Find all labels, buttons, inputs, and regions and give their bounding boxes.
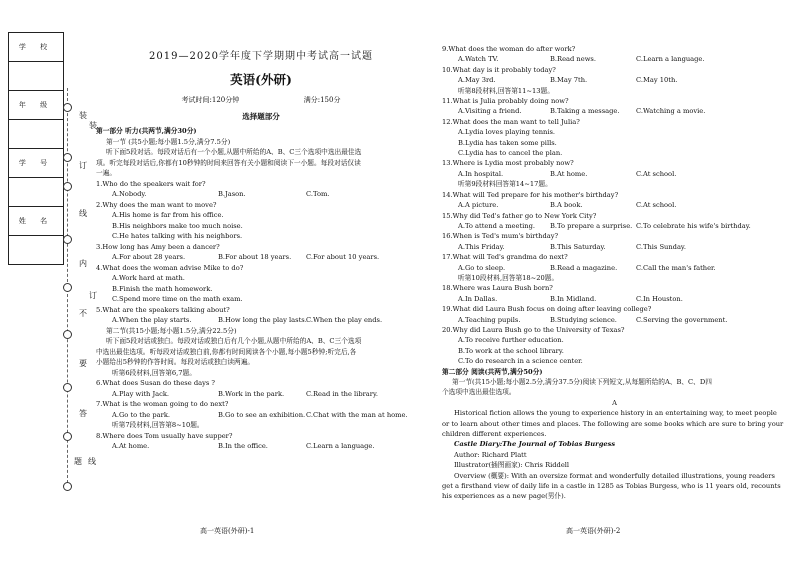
option: B.Read a magazine.	[550, 263, 618, 272]
options-row	[442, 263, 787, 273]
blank-cell	[9, 236, 64, 265]
option: A.In hospital.	[458, 169, 504, 178]
option: C.This Sunday.	[636, 242, 686, 251]
question: 16.When is Ted's mum's birthday?	[442, 232, 559, 241]
binding-hole	[63, 153, 72, 162]
question: 6.What does Susan do these days ?	[96, 379, 216, 387]
question: 20.Why did Laura Bush go to the University of Texas?	[442, 325, 625, 334]
option: A.When the play starts.	[112, 316, 192, 324]
option: A.A picture.	[458, 201, 499, 210]
part2-instruction: 第一节(共15小题;每小题2.5分,满分37.5分)阅读下列短文,从每题所给的A、B、C、D四	[452, 378, 712, 386]
option: A.Watch TV.	[458, 55, 499, 64]
option: B.For about 18 years.	[218, 253, 292, 261]
binding-hole	[63, 235, 72, 244]
student-info-table	[8, 32, 64, 265]
option: B.In Midland.	[550, 294, 597, 303]
question: 11.What is Julia probably doing now?	[442, 97, 569, 106]
options-row	[442, 294, 787, 304]
option: A.Lydia loves playing tennis.	[458, 128, 556, 137]
exam-meta	[96, 95, 426, 106]
options-row	[442, 221, 787, 231]
option: C.At school.	[636, 169, 677, 178]
option: B.Finish the math homework.	[112, 284, 213, 293]
options-row	[442, 315, 787, 325]
binding-mark: 不	[79, 309, 87, 318]
question: 8.Where does Tom usually have supper?	[96, 431, 233, 440]
option: C.To do research in a science center.	[458, 357, 583, 366]
part2-heading: 第二部分 阅读(共两节,满分50分)	[442, 367, 543, 376]
page-footer-left: 高一英语(外研)-1	[200, 527, 255, 535]
binding-mark: 内	[79, 259, 87, 268]
option: A.His home is far from his office.	[112, 211, 224, 219]
left-column	[96, 52, 426, 452]
question: 3.How long has Amy been a dancer?	[96, 242, 220, 251]
option: B.In the office.	[218, 442, 268, 450]
sec2-instruction: 小题给出5秒钟的作答时间。每段对话或独白读两遍。	[96, 358, 255, 366]
binding-hole	[63, 432, 72, 441]
listening-note: 听第10段材料,回答第18~20题。	[458, 273, 559, 282]
options-row	[96, 315, 426, 326]
exam-time: 考试时间:120分钟	[181, 96, 240, 104]
question: 12.What does the man want to tell Julia?	[442, 117, 580, 126]
sec2-instruction: 中选出最佳选项。听每段对话或独白前,你都有时间阅读各个小题,每小题5秒钟;听完后,各	[96, 347, 357, 356]
question: 10.What day is it probably today?	[442, 65, 556, 74]
binding-mark: 线	[79, 209, 87, 218]
sec1-instruction: 一遍。	[96, 169, 117, 177]
option: B.This Saturday.	[550, 242, 606, 251]
part2-instruction: 个选项中选出最佳选项。	[442, 388, 516, 397]
part1-heading: 第一部分 听力(共两节,满分30分)	[96, 127, 197, 135]
option: C.Call the man's father.	[636, 263, 716, 272]
binding-hole	[63, 330, 72, 339]
blank-cell	[9, 62, 64, 91]
options-row	[96, 189, 426, 200]
option: B.Go to see an exhibition.	[218, 410, 306, 419]
binding-hole	[63, 283, 72, 292]
question: 18.Where was Laura Bush born?	[442, 284, 553, 293]
option: B.Taking a message.	[550, 107, 620, 116]
option: C.Lydia has to cancel the plan.	[458, 149, 563, 158]
option: A.Play with Jack.	[112, 389, 170, 398]
binding-mark: 题	[74, 457, 82, 466]
option: C.When the play ends.	[306, 316, 383, 324]
listening-note: 听第8段材料,回答第11~13题。	[458, 86, 554, 95]
school-label: 学 校	[9, 33, 64, 62]
sec2-title: 第二节(共15小题;每小题1.5分,满分22.5分)	[106, 326, 237, 335]
option: A.May 3rd.	[458, 76, 496, 85]
option: B.Read news.	[550, 55, 596, 64]
option: A.This Friday.	[458, 242, 505, 251]
binding-mark: 线	[88, 457, 96, 466]
binding-hole	[63, 482, 72, 491]
listening-note: 听第9段材料回答第14~17题。	[458, 180, 552, 189]
option: C.May 10th.	[636, 76, 678, 85]
binding-mark: 订	[89, 291, 97, 300]
binding-hole	[63, 383, 72, 392]
option: A.Visiting a friend.	[458, 107, 522, 116]
sec1-instruction: 项。听完每段对话后,你都有10秒钟的时间来回答有关小题和阅读下一小题。每段对话仅读	[96, 158, 361, 167]
option: B.How long the play lasts.	[218, 316, 307, 324]
sec1-instruction: 听下面5段对话。每段对话后有一个小题,从题中所给的A、B、C三个选项中选出最佳选	[106, 148, 362, 156]
exam-subject: 英语(外研)	[230, 71, 292, 87]
section-heading: 选择题部分	[242, 111, 280, 121]
options-row	[442, 54, 787, 64]
id-label: 学 号	[9, 149, 64, 178]
name-label: 姓 名	[9, 207, 64, 236]
option: C.Spend more time on the math exam.	[112, 295, 243, 303]
question: 9.What does the woman do after work?	[442, 45, 576, 53]
listening-note: 听第7段材料,回答第8~10题。	[112, 421, 204, 429]
option: A.For about 28 years.	[112, 253, 186, 261]
binding-mark: 答	[79, 409, 87, 418]
book-title: Castle Diary:The Journal of Tobias Burgess	[454, 440, 616, 449]
options-row	[96, 252, 426, 263]
question: 13.Where is Lydia most probably now?	[442, 159, 574, 168]
options-row	[442, 169, 787, 179]
question: 17.What will Ted's grandma do next?	[442, 253, 568, 262]
option: A.In Dallas.	[458, 294, 498, 303]
binding-mark: 装	[79, 111, 87, 120]
option: C.Chat with the man at home.	[306, 410, 408, 419]
binding-hole	[63, 103, 72, 112]
book-overview: Overview (概要): With an oversize format and wonderfully detailed illustrations, young readers get a firsthand view of daily life in a castle in 1285 as Tobias Burgess, who is 11 years old, recounts his experiences as a new page(男仆).	[442, 471, 781, 501]
option: B.To prepare a surprise.	[550, 221, 633, 230]
question: 2.Why does the man want to move?	[96, 200, 217, 209]
book-author: Author: Richard Platt	[454, 450, 527, 459]
question: 7.What is the woman going to do next?	[96, 400, 229, 408]
option: C.At school.	[636, 201, 677, 210]
option: C.To celebrate his wife's birthday.	[636, 221, 751, 230]
sec2-instruction: 听下面5段对话或独白。每段对话或独白后有几个小题,从题中所给的A、B、C三个选项	[106, 337, 362, 345]
options-row	[96, 441, 426, 452]
options-row	[442, 75, 787, 85]
listening-note: 听第6段材料,回答第6,7题。	[112, 368, 196, 377]
option: C.Tom.	[306, 190, 330, 198]
option: C.He hates talking with his neighbors.	[112, 232, 243, 240]
option: B.Jason.	[218, 190, 246, 198]
option: A.To attend a meeting.	[458, 221, 535, 230]
binding-mark: 装	[89, 121, 97, 130]
binding-hole	[63, 182, 72, 191]
option: A.Go to sleep.	[458, 263, 506, 272]
option: C.Watching a movie.	[636, 107, 706, 116]
option: C.In Houston.	[636, 294, 683, 303]
option: C.Learn a language.	[636, 55, 705, 64]
passage-paragraph: Historical fiction allows the young to experience history in an entertaining way, to meet people or to learn about other times and places. The following are some books which are sure to bring your children different experiences.	[442, 409, 784, 439]
right-column	[442, 44, 787, 502]
option: A.Go to the park.	[112, 410, 171, 419]
option: A.At home.	[112, 442, 150, 450]
sec1-title: 第一节 (共5小题;每小题1.5分,满分7.5分)	[106, 137, 231, 146]
option: C.Read in the library.	[306, 389, 378, 398]
option: B.May 7th.	[550, 76, 588, 85]
option: B.Lydia has taken some pills.	[458, 138, 557, 147]
option: A.Nobody.	[112, 190, 147, 198]
option: B.A book.	[550, 201, 583, 210]
option: B.His neighbors make too much noise.	[112, 221, 243, 230]
options-row	[442, 200, 787, 210]
option: A.To receive further education.	[458, 336, 564, 345]
page-footer-right: 高一英语(外研)-2	[566, 527, 621, 535]
options-row	[96, 410, 426, 421]
question: 1.Who do the speakers wait for?	[96, 179, 206, 188]
option: B.To work at the school library.	[458, 346, 564, 355]
options-row	[442, 106, 787, 116]
question: 14.What will Ted prepare for his mother's birthday?	[442, 190, 619, 199]
option: C.Serving the government.	[636, 315, 728, 324]
option: B.At home.	[550, 169, 588, 178]
question: 5.What are the speakers talking about?	[96, 305, 230, 314]
question: 15.Why did Ted's father go to New York City?	[442, 211, 597, 220]
options-row	[442, 242, 787, 252]
question: 19.What did Laura Bush focus on doing after leaving college?	[442, 305, 652, 314]
binding-mark: 要	[79, 359, 87, 368]
option: C.Learn a language.	[306, 442, 375, 450]
passage-label: A	[612, 398, 617, 407]
binding-mark: 订	[79, 161, 87, 170]
exam-score: 满分:150分	[303, 96, 341, 104]
blank-cell	[9, 120, 64, 149]
grade-label: 年 级	[9, 91, 64, 120]
blank-cell	[9, 178, 64, 207]
option: A.Teaching pupils.	[458, 315, 521, 324]
book-illustrator: Illustrator(插图画家): Chris Riddell	[454, 461, 570, 470]
options-row	[96, 389, 426, 400]
option: B.Work in the park.	[218, 389, 285, 398]
option: C.For about 10 years.	[306, 253, 380, 261]
option: A.Work hard at math.	[112, 274, 185, 282]
option: B.Studying science.	[550, 315, 617, 324]
question: 4.What does the woman advise Mike to do?	[96, 263, 244, 272]
exam-title: 2019—2020学年度下学期期中考试高一试题	[149, 51, 373, 62]
